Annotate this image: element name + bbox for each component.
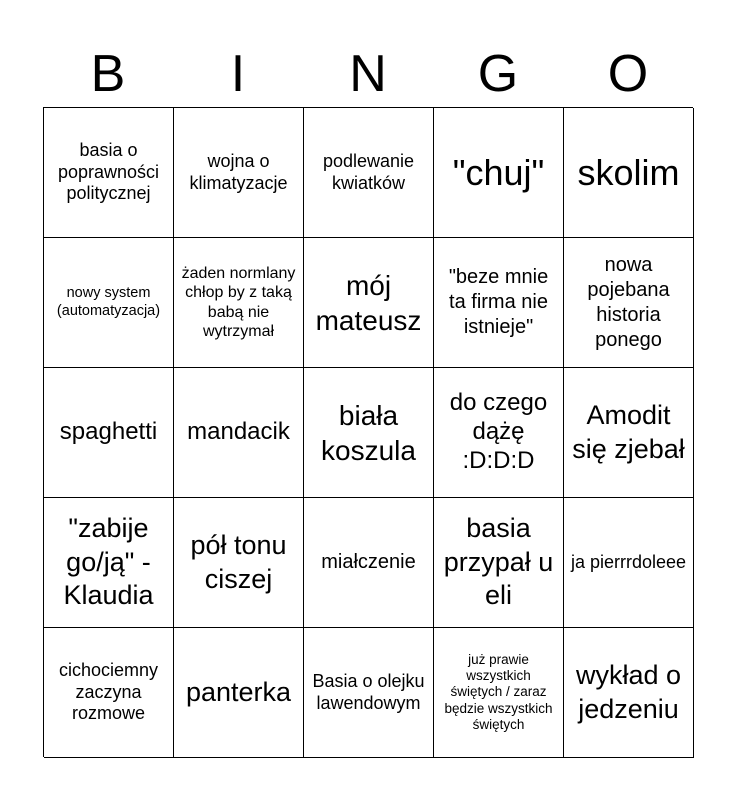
bingo-header xyxy=(43,40,693,108)
bingo-cell-r2c4[interactable] xyxy=(434,238,564,368)
bingo-cell-r3c5[interactable] xyxy=(564,368,694,498)
bingo-cell-text: podlewanie kwiatków xyxy=(322,150,415,193)
bingo-cell-r1c2[interactable] xyxy=(174,108,304,238)
bingo-cell-r4c3[interactable] xyxy=(304,498,434,628)
header-letter-g: G xyxy=(477,45,519,103)
bingo-board xyxy=(43,107,693,757)
bingo-cell-r5c1[interactable] xyxy=(44,628,174,758)
bingo-cell-r1c4[interactable] xyxy=(434,108,564,238)
bingo-cell-r4c5[interactable] xyxy=(564,498,694,628)
bingo-cell-r2c3[interactable] xyxy=(304,238,434,368)
bingo-cell-r4c4[interactable] xyxy=(434,498,564,628)
bingo-cell-r3c3[interactable] xyxy=(304,368,434,498)
bingo-cell-r1c1[interactable] xyxy=(44,108,174,238)
bingo-cell-text: mój mateusz xyxy=(315,269,422,336)
bingo-cell-r2c1[interactable] xyxy=(44,238,174,368)
header-letter-o: O xyxy=(607,45,649,103)
bingo-cell-text: już prawie wszystkich świętych / zaraz będzie wszystkich świętych xyxy=(444,652,553,732)
bingo-cell-text: miałczenie xyxy=(321,551,416,573)
bingo-cell-r5c3[interactable] xyxy=(304,628,434,758)
bingo-cell-text: "beze mnie ta firma nie istnieje" xyxy=(448,266,549,338)
bingo-cell-r5c5[interactable] xyxy=(564,628,694,758)
bingo-cell-text: skolim xyxy=(577,151,680,193)
bingo-cell-text: żaden normlany chłop by z taką babą nie wytrzymał xyxy=(181,265,296,340)
bingo-cell-text: cichociemny zaczyna rozmowe xyxy=(58,660,159,724)
bingo-cell-r1c5[interactable] xyxy=(564,108,694,238)
bingo-cell-text: mandacik xyxy=(187,418,290,446)
bingo-cell-text: wykład o jedzeniu xyxy=(575,659,682,724)
bingo-cell-text: nowy system (automatyzacja) xyxy=(56,285,161,319)
header-letter-i: I xyxy=(230,45,246,103)
bingo-cell-r4c2[interactable] xyxy=(174,498,304,628)
bingo-cell-r4c1[interactable] xyxy=(44,498,174,628)
bingo-cell-text: do czego dążę :D:D:D xyxy=(449,389,548,474)
header-letter-n: N xyxy=(349,45,387,103)
bingo-cell-r1c3[interactable] xyxy=(304,108,434,238)
bingo-cell-text: nowa pojebana historia ponego xyxy=(587,253,670,351)
bingo-cell-text: spaghetti xyxy=(59,418,158,446)
bingo-cell-r3c2[interactable] xyxy=(174,368,304,498)
bingo-cell-r5c2[interactable] xyxy=(174,628,304,758)
bingo-cell-text: panterka xyxy=(185,676,292,707)
bingo-cell-text: Amodit się zjebał xyxy=(572,399,685,464)
bingo-cell-text: basia o poprawności politycznej xyxy=(57,140,160,204)
bingo-cell-text: biała koszula xyxy=(321,399,416,466)
bingo-cell-text: wojna o klimatyzacje xyxy=(189,150,288,193)
bingo-cell-r3c4[interactable] xyxy=(434,368,564,498)
bingo-cell-text: pół tonu ciszej xyxy=(190,529,287,594)
bingo-cell-text: "zabije go/ją" - Klaudia xyxy=(63,512,154,611)
bingo-cell-text: basia przypał u eli xyxy=(443,512,554,611)
bingo-cell-r2c2[interactable] xyxy=(174,238,304,368)
header-letter-b: B xyxy=(90,45,126,103)
bingo-cell-r2c5[interactable] xyxy=(564,238,694,368)
bingo-cell-text: "chuj" xyxy=(452,151,545,193)
bingo-cell-r3c1[interactable] xyxy=(44,368,174,498)
bingo-cell-r5c4[interactable] xyxy=(434,628,564,758)
bingo-cell-text: Basia o olejku lawendowym xyxy=(312,670,425,713)
bingo-cell-text: ja pierrrdoleee xyxy=(570,551,687,572)
